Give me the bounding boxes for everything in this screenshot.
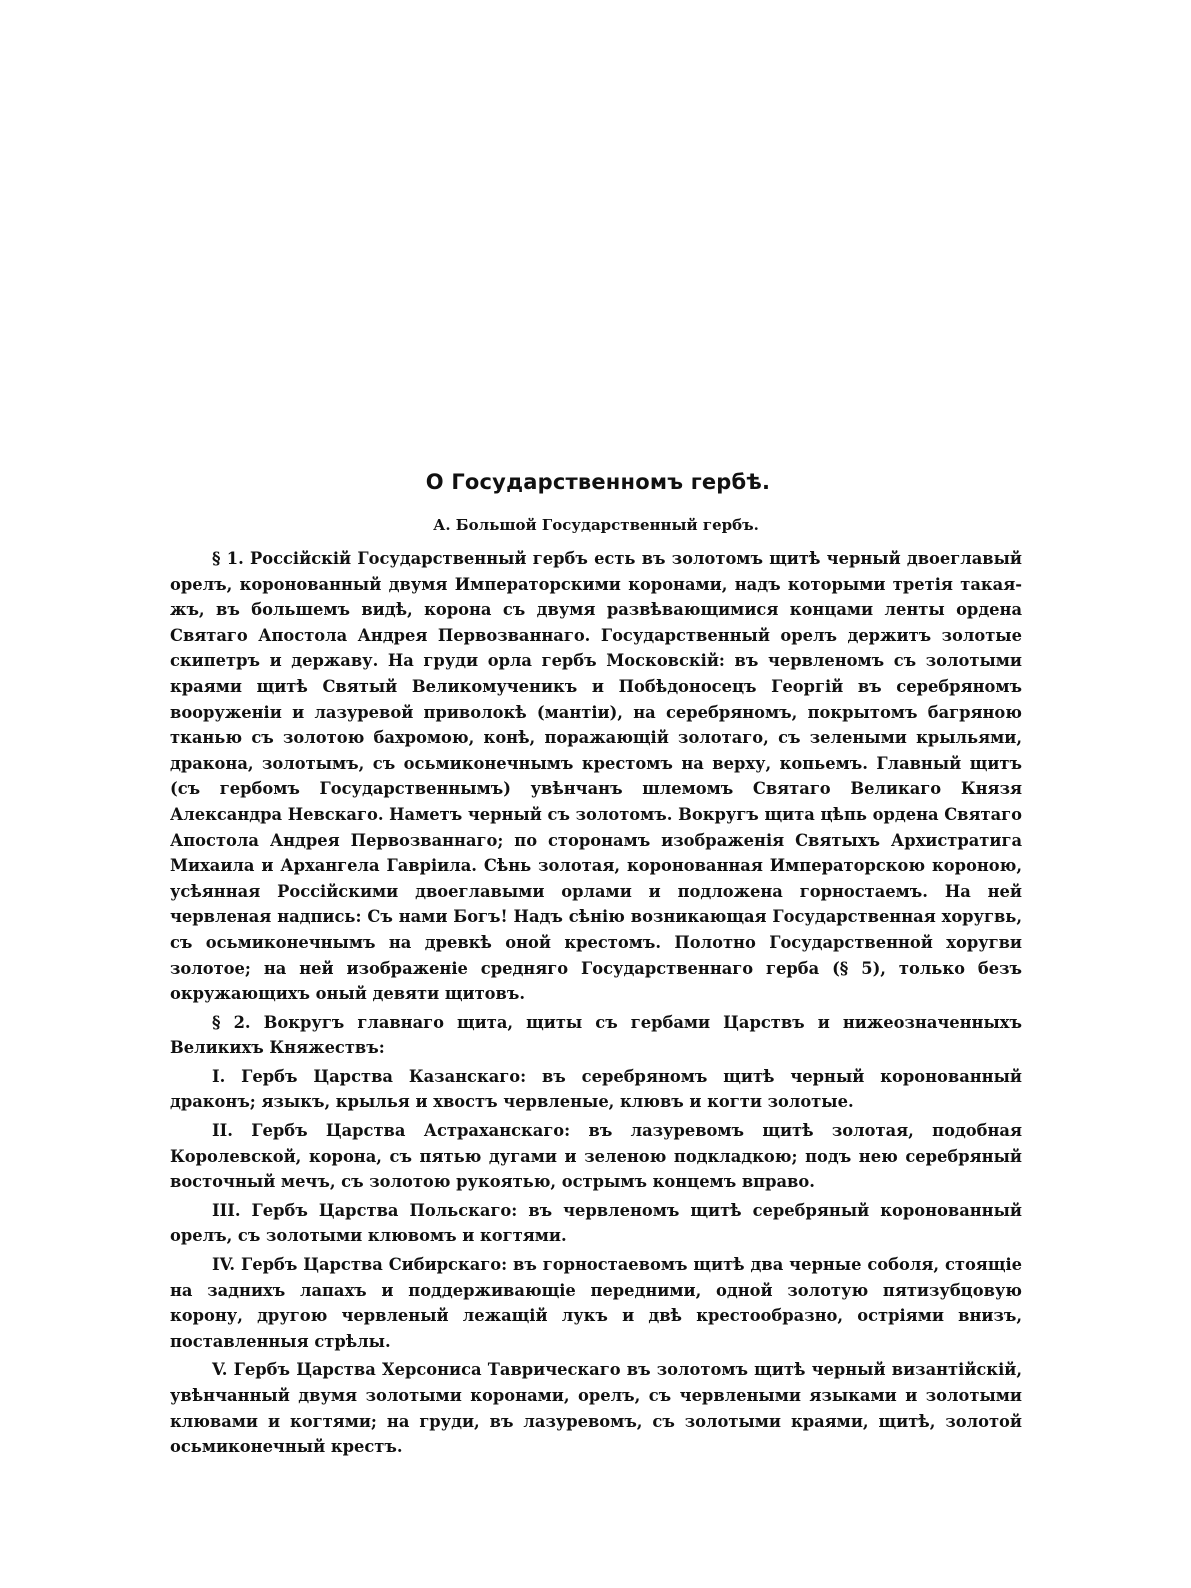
- paragraph-section-2: § 2. Вокругъ главнаго щита, щиты съ гербами Царствъ и нижеозначенныхъ Великихъ Княжествъ:: [170, 1012, 1022, 1058]
- paragraph-siberia: IV. Гербъ Царства Сибирскаго: въ горностаевомъ щитѣ два черные соболя, стоящіе на заднихъ лапахъ и поддерживающіе передними, одной золотую пятизубцовую корону, другою червленый лежащій лукъ и двѣ крестообразно, остріями внизъ, поставленныя стрѣлы.: [170, 1255, 1022, 1351]
- paragraph-kazan: I. Гербъ Царства Казанскаго: въ серебряномъ щитѣ черный коронованный драконъ; языкъ, крылья и хвостъ червленые, клювъ и когти золотые.: [170, 1066, 1022, 1112]
- section-subtitle: А. Большой Государственный гербъ.: [433, 516, 759, 534]
- paragraph-poland: III. Гербъ Царства Польскаго: въ червленомъ щитѣ серебряный коронованный орелъ, съ золотыми клювомъ и когтями.: [170, 1200, 1022, 1246]
- paragraph-chersonesus: V. Гербъ Царства Херсониса Таврическаго въ золотомъ щитѣ черный византійскій, увѣнчанный двумя золотыми коронами, орелъ, съ червлеными языками и золотыми клювами и когтями; на груди, въ лазуревомъ, съ золотыми краями, щитѣ, золотой осьмиконечный крестъ.: [170, 1360, 1022, 1457]
- page-title: О Государственномъ гербѣ.: [425, 470, 771, 494]
- paragraph-section-1: § 1. Россійскій Государственный гербъ есть въ золотомъ щитѣ черный двоеглавый орелъ, коронованный двумя Императорскими коронами, надъ которыми третія такая-жъ, въ большемъ видѣ, корона съ двумя развѣвающимися концами ленты ордена Святаго Апостола Андрея Первозваннаго. Государственный орелъ держитъ золотые скипетръ и державу. На груди орла гербъ Московскій: въ червленомъ съ золотыми краями щитѣ Святый Великомученикъ и Побѣдоносецъ Георгій въ серебряномъ вооруженіи и лазуревой приволокѣ (мантіи), на серебряномъ, покрытомъ багряною тканью съ золотою бахромою, конѣ, поражающій золотаго, съ зелеными крыльями, дракона, золотымъ, съ осьмиконечнымъ крестомъ на верху, копьемъ. Главный щитъ (съ гербомъ Государственнымъ) увѣнчанъ шлемомъ Святаго Великаго Князя Александра Невскаго. Наметъ черный съ золотомъ. Вокругъ щита цѣпь ордена Святаго Апостола Андрея Первозваннаго; по сторонамъ изображенія Святыхъ Архистратига Михаила и Архангела Гавріила. Сѣнь золотая, коронованная Императорскою короною, усѣянная Россійскими двоеглавыми орлами и подложена горностаемъ. На ней червленая надпись: Съ нами Богъ! Надъ сѣнію возникающая Государственная хоругвь, съ осьмиконечнымъ на древкѣ оной крестомъ. Полотно Государственной хоругви золотое; на ней изображеніе средняго Государственнаго герба (§ 5), только безъ окружающихъ оный девяти щитовъ.: [170, 549, 1022, 1004]
- document-page: [170, 470, 1022, 1463]
- paragraph-astrakhan: II. Гербъ Царства Астраханскаго: въ лазуревомъ щитѣ золотая, подобная Королевской, корона, съ пятью дугами и зеленою подкладкою; подъ нею серебряный восточный мечъ, съ золотою рукоятью, острымъ концемъ вправо.: [170, 1121, 1022, 1192]
